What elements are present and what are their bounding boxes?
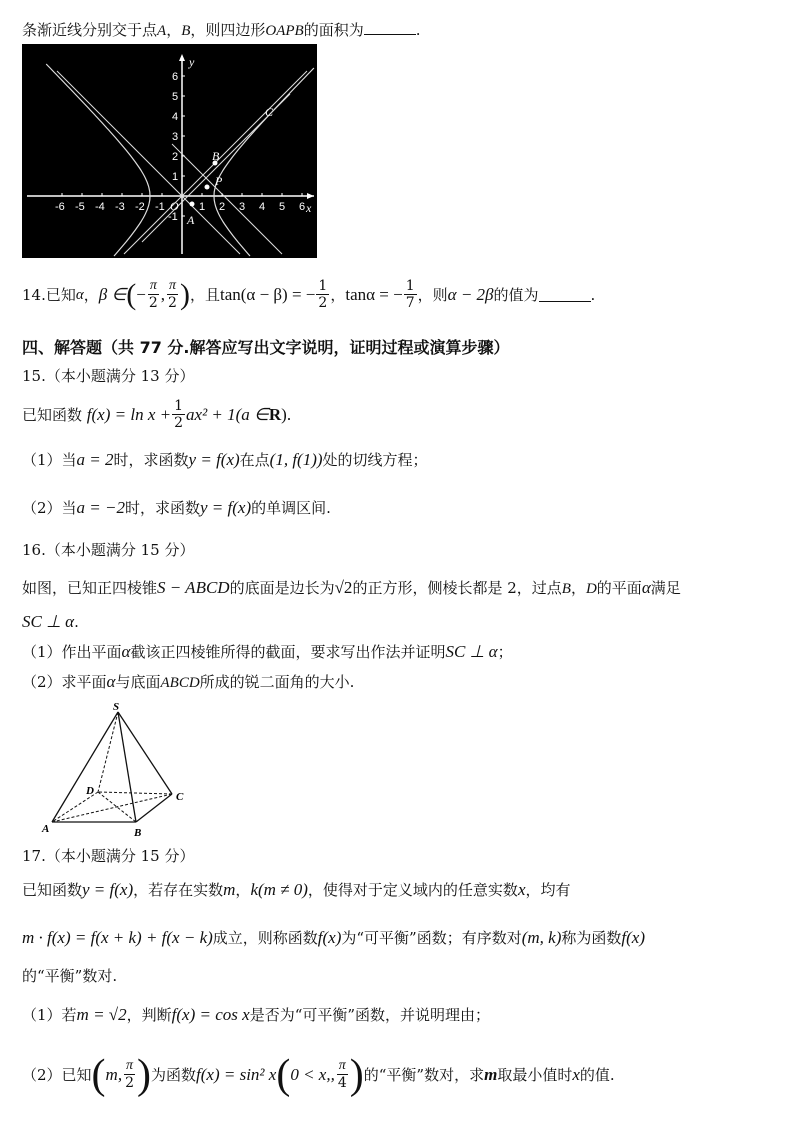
x-tick-label: 6 xyxy=(299,201,306,213)
q15-p2-c: 的单调区间. xyxy=(251,499,331,517)
q15-p2-func: y = f(x) xyxy=(200,498,252,517)
q17-p2-mm: m xyxy=(484,1064,498,1084)
q16-l1-a: 如图，已知正四棱锥 xyxy=(22,579,158,597)
x-tick-label: -5 xyxy=(75,201,85,213)
x-tick-label: 4 xyxy=(259,201,266,213)
q17-p2-c: 的“平衡”数对，求 xyxy=(363,1065,485,1084)
q14 xyxy=(22,278,595,311)
frac-den: 2 xyxy=(148,295,158,311)
q13-quad: OAPB xyxy=(265,23,304,39)
y-tick-label: 5 xyxy=(172,91,179,103)
frac-num: π xyxy=(169,278,177,293)
q15-given-text: 已知函数 xyxy=(22,405,83,424)
q16-p1-alpha: α xyxy=(121,642,131,661)
q13-point-a: A xyxy=(157,23,167,39)
x-tick-label: 3 xyxy=(239,201,246,213)
q14-comma-inner: , xyxy=(160,284,166,304)
q14-frac-seventh xyxy=(404,278,417,311)
q17-l1-e: ，均有 xyxy=(525,881,571,899)
q13-text-c: 的面积为 xyxy=(303,21,364,39)
label-p: P xyxy=(215,174,223,188)
y-tick-label: 1 xyxy=(172,171,179,183)
q17-p1-c: 是否为“可平衡”函数，并说明理由； xyxy=(249,1006,491,1024)
q14-and: ，且 xyxy=(189,285,220,304)
frac-den: 2 xyxy=(168,295,177,311)
q13-tail xyxy=(22,20,421,41)
answer-blank[interactable] xyxy=(539,287,591,302)
q16-sep: ， xyxy=(570,579,586,597)
label-d: D xyxy=(86,785,94,797)
q16-p2-abcd: ABCD xyxy=(160,675,200,691)
q14-frac-pi2-a xyxy=(147,278,160,311)
pyramid-figure xyxy=(40,698,200,838)
q17-l2-a: 成立，则称函数 xyxy=(212,929,318,947)
q17-stem-2 xyxy=(22,928,645,948)
graph-bg xyxy=(22,44,317,258)
x-tick-label: 5 xyxy=(279,201,286,213)
label-b: B xyxy=(134,827,142,838)
q17-f: f(x) xyxy=(317,928,342,947)
q16-l1-b: 的底面是边长为 xyxy=(229,579,335,597)
q15-p1-a: （1）当 xyxy=(22,451,77,469)
frac-num: π xyxy=(338,1058,346,1073)
frac-den: 7 xyxy=(405,295,415,311)
paren-close: ) xyxy=(137,1051,151,1098)
q17-p2-a: （2）已知 xyxy=(22,1065,92,1084)
edge-bc xyxy=(136,794,172,822)
q17-p1-m: m = √2 xyxy=(76,1005,127,1024)
frac-den: 2 xyxy=(318,295,328,311)
q17-p2-b: 为函数 xyxy=(151,1065,197,1084)
q16-pyramid-name: S − ABCD xyxy=(157,578,230,597)
x-label: x xyxy=(306,201,312,215)
q15-frac-half xyxy=(172,398,185,431)
q15-p2-a: （2）当 xyxy=(22,499,77,517)
q17-l2-b: 为“可平衡”函数；有序数对 xyxy=(341,929,522,947)
edge-sc xyxy=(118,712,172,794)
frac-num: 1 xyxy=(174,398,184,414)
q15-p1-c: 在点 xyxy=(239,451,270,469)
q17-p2-domain: 0 < x,, xyxy=(290,1064,335,1084)
q16-p2-alpha: α xyxy=(106,672,116,691)
paren-open: ( xyxy=(91,1051,106,1098)
q15-p2-b: 时，求函数 xyxy=(125,499,201,517)
q14-minus: − xyxy=(136,284,146,304)
q14-number: 14.已知 xyxy=(22,285,76,304)
q14-tail: 的值为 xyxy=(493,285,539,304)
q17-mk: (m, k) xyxy=(521,928,562,947)
q14-expr: α − 2β xyxy=(447,284,494,304)
q17-p1-a: （1）若 xyxy=(22,1006,77,1024)
q16-head: 16.（本小题满分 15 分） xyxy=(22,541,195,559)
frac-den: 2 xyxy=(174,415,184,431)
q16-p1-end: ； xyxy=(497,643,513,661)
x-tick-label: -6 xyxy=(55,201,65,213)
q14-frac-pi2-b xyxy=(166,278,179,311)
q17-func: y = f(x) xyxy=(82,880,134,899)
section-heading: 四、解答题（共 77 分.解答应写出文字说明，证明过程或演算步骤） xyxy=(22,338,510,357)
q16-point-b: B xyxy=(561,581,571,597)
q17-l1-b: ，若存在实数 xyxy=(133,881,224,899)
q16-point-d: D xyxy=(585,581,597,597)
q16-p1-a: （1）作出平面 xyxy=(22,643,122,661)
paren-open-2: ( xyxy=(276,1051,291,1098)
q16-part2 xyxy=(22,672,354,693)
q16-stem-2 xyxy=(22,612,79,632)
q14-then: ，则 xyxy=(417,285,448,304)
q13-comma: ， xyxy=(166,21,182,39)
y-tick-label: 6 xyxy=(172,71,179,83)
q15-head: 15.（本小题满分 13 分） xyxy=(22,367,195,385)
q15-p1-b: 时，求函数 xyxy=(113,451,189,469)
y-label: y xyxy=(189,55,195,69)
q17-m: m xyxy=(223,880,236,899)
q16-p2-b: 与底面 xyxy=(115,673,161,691)
q17-frac-pi2 xyxy=(123,1058,136,1091)
y-tick-label: 4 xyxy=(172,111,179,123)
q17-l1-a: 已知函数 xyxy=(22,881,83,899)
q15-p1-d: 处的切线方程； xyxy=(322,451,428,469)
y-tick-label: 2 xyxy=(172,151,179,163)
q17-k: k(m ≠ 0) xyxy=(250,880,308,899)
q17-p2-x: x xyxy=(572,1064,580,1084)
q15-given xyxy=(22,398,291,431)
q17-f2: f(x) xyxy=(621,928,645,947)
edge-sa xyxy=(52,712,118,822)
q16-stem xyxy=(22,578,681,599)
q16-l1-c: 的正方形，侧棱长都是 2，过点 xyxy=(352,579,562,597)
q14-beta-in: β ∈ xyxy=(98,284,127,304)
q13-text: 条渐近线分别交于点 xyxy=(22,21,158,39)
q17-p2-m: m, xyxy=(105,1064,123,1084)
q16-part1 xyxy=(22,642,513,662)
q17-p2-d: 取最小值时 xyxy=(497,1065,573,1084)
y-tick-label: -1 xyxy=(168,211,178,223)
hyperbola-graph xyxy=(22,44,317,258)
x-tick-label: -1 xyxy=(155,201,165,213)
q16-alpha: α xyxy=(641,578,651,597)
x-tick-label: -2 xyxy=(135,201,145,213)
q14-tan-expr: tan(α − β) = − xyxy=(219,284,316,304)
q14-paren-close: ) xyxy=(179,277,190,311)
q17-p2-e: 的值. xyxy=(579,1065,615,1084)
point-a-dot xyxy=(190,202,195,207)
q13-point-b: B xyxy=(181,23,191,39)
q17-p1-b: ，判断 xyxy=(126,1006,172,1024)
paren-close-2: ) xyxy=(349,1051,364,1098)
q17-stem-1 xyxy=(22,880,571,900)
label-c: C xyxy=(265,105,274,119)
q17-eq: m · f(x) = f(x + k) + f(x − k) xyxy=(22,928,213,947)
q15-f-def2: ax² + 1(a ∈ xyxy=(186,404,269,424)
q16-sqrt2: √2 xyxy=(334,578,353,597)
q17-p2-f: f(x) = sin² x xyxy=(196,1064,277,1084)
q14-tan-a: tanα = − xyxy=(345,284,403,304)
edge-cd xyxy=(98,792,172,794)
q17-p1-f: f(x) = cos x xyxy=(171,1005,250,1024)
q14-comma2: ， xyxy=(330,285,346,304)
label-c: C xyxy=(176,791,184,803)
q17-l1-c: ， xyxy=(235,881,251,899)
q17-part2 xyxy=(22,1051,615,1098)
label-s: S xyxy=(113,701,120,713)
q15-part2 xyxy=(22,498,331,518)
q15-p1-point: (1, f(1)) xyxy=(269,450,323,469)
x-tick-label: -3 xyxy=(115,201,125,213)
q16-l2-end: . xyxy=(74,613,79,631)
q16-p1-expr: SC ⊥ α xyxy=(445,642,498,661)
q17-l1-d: ，使得对于定义域内的任意实数 xyxy=(307,881,518,899)
q13-text-b: ，则四边形 xyxy=(190,21,266,39)
q16-perp: SC ⊥ α xyxy=(22,612,75,631)
frac-num: 1 xyxy=(318,278,328,294)
label-a: A xyxy=(42,823,50,835)
frac-num: π xyxy=(149,278,157,293)
q13-end: . xyxy=(415,21,421,39)
q16-l1-d: 的平面 xyxy=(596,579,642,597)
point-p-dot xyxy=(205,185,210,190)
q15-f-def3: ). xyxy=(281,404,292,424)
q16-p1-b: 截该正四棱锥所得的截面，要求写出作法并证明 xyxy=(130,643,446,661)
y-tick-label: 3 xyxy=(172,131,179,143)
q17-frac-pi4 xyxy=(336,1058,349,1091)
q14-comma: ， xyxy=(83,285,99,304)
label-a: A xyxy=(187,213,195,227)
q15-part1 xyxy=(22,450,428,470)
q14-end: . xyxy=(590,285,596,304)
frac-den: 2 xyxy=(125,1075,134,1091)
edge-sd xyxy=(98,712,118,792)
q14-paren-open: ( xyxy=(126,277,137,311)
q16-p2-c: 所成的锐二面角的大小. xyxy=(199,673,355,691)
frac-num: 1 xyxy=(405,278,415,294)
q17-stem-3: 的“平衡”数对. xyxy=(22,967,118,985)
answer-blank[interactable] xyxy=(364,20,416,35)
q15-p1-cond: a = 2 xyxy=(76,450,114,469)
q15-p1-func: y = f(x) xyxy=(188,450,240,469)
frac-den: 4 xyxy=(337,1075,347,1091)
q15-p2-cond: a = −2 xyxy=(76,498,125,517)
label-b: B xyxy=(212,149,220,163)
q16-p2-a: （2）求平面 xyxy=(22,673,107,691)
q15-reals: R xyxy=(268,404,282,424)
frac-num: π xyxy=(126,1058,134,1073)
q16-l1-e: 满足 xyxy=(650,579,681,597)
x-tick-label: 2 xyxy=(219,201,226,213)
q17-part1 xyxy=(22,1005,490,1025)
q15-f-def: f(x) = ln x + xyxy=(86,404,172,424)
q17-x: x xyxy=(517,880,526,899)
origin-label: O xyxy=(170,199,179,213)
q14-frac-half xyxy=(316,278,329,311)
q17-l2-c: 称为函数 xyxy=(561,929,622,947)
x-tick-label: 1 xyxy=(199,201,206,213)
q14-alpha: α xyxy=(75,286,84,303)
x-tick-label: -4 xyxy=(95,201,105,213)
q17-head: 17.（本小题满分 15 分） xyxy=(22,847,195,865)
